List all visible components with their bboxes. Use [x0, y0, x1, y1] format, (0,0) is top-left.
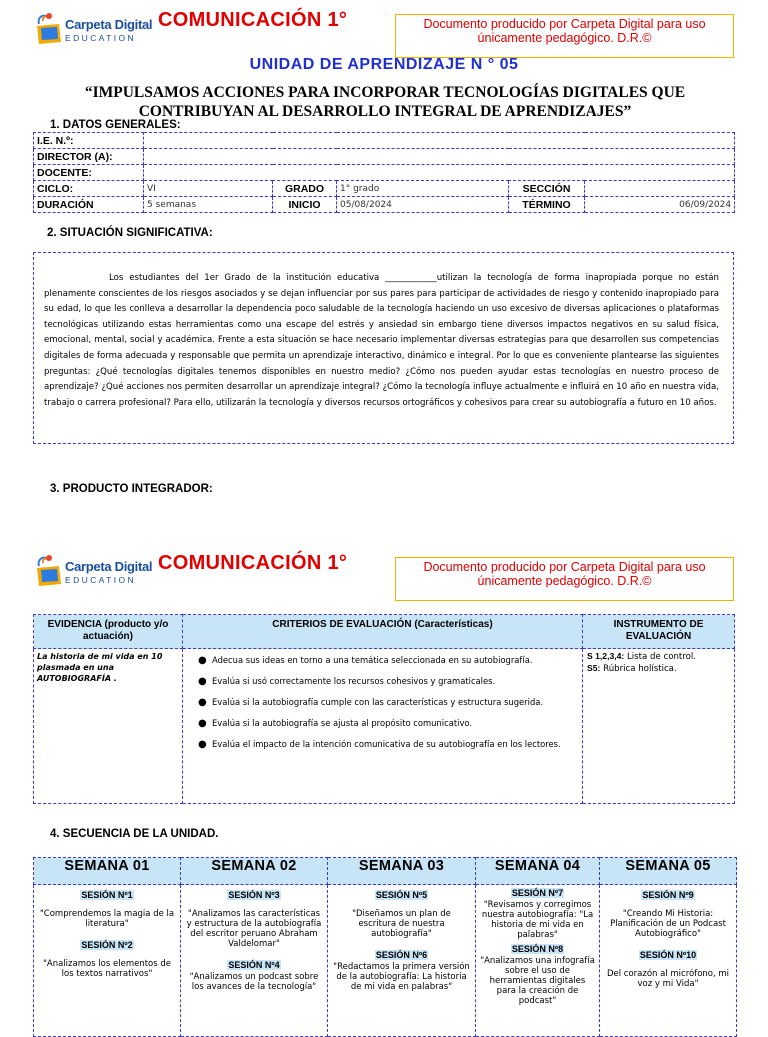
session-label: SESIÓN Nº8	[511, 944, 564, 954]
session-title: "Diseñamos un plan de escritura de nuestra autobiografía"	[352, 909, 451, 939]
session-title: "Creando Mi Historia: Planificación de un Podcast Autobiográfico"	[610, 909, 726, 939]
seccion-label: SECCIÓN	[509, 181, 585, 197]
instrumento-header: INSTRUMENTO DE EVALUACIÓN	[583, 615, 735, 649]
criterios-header: CRITERIOS DE EVALUACIÓN (Características)	[183, 615, 583, 649]
datos-generales-table	[33, 132, 735, 213]
row-docente	[34, 165, 735, 181]
week-4-sessions	[476, 885, 600, 1037]
section-secuencia-title: 4. SECUENCIA DE LA UNIDAD.	[50, 828, 219, 840]
evaluacion-table	[33, 614, 735, 804]
instrumento-line-1: S 1,2,3,4: Lista de control.	[587, 651, 697, 662]
instrumento-cell	[583, 649, 735, 804]
inicio-value: 05/08/2024	[337, 197, 509, 213]
duracion-value: 5 semanas	[144, 197, 273, 213]
section-datos-generales-title: 1. DATOS GENERALES:	[50, 119, 181, 131]
session-title: "Analizamos los elementos de los textos narrativos"	[42, 959, 172, 979]
session-label: SESIÓN Nº3	[228, 890, 280, 900]
session-title: "Comprendemos la magia de la literatura"	[39, 909, 175, 929]
copyright-notice: Documento producido por Carpeta Digital para uso únicamente pedagógico. D.R.©	[395, 557, 734, 601]
criterios-cell	[183, 649, 583, 804]
session-label: SESIÓN Nº7	[511, 888, 564, 898]
week-5-sessions	[600, 885, 737, 1037]
inicio-label: INICIO	[273, 197, 337, 213]
director-label: DIRECTOR (A):	[34, 149, 144, 165]
ciclo-value: VI	[144, 181, 273, 197]
criterio-item: ● Evalúa si usó correctamente los recursos cohesivos y gramaticales.	[202, 673, 575, 690]
row-director	[34, 149, 735, 165]
week-header: SEMANA 04	[476, 858, 600, 885]
weeks-header-row	[34, 858, 737, 885]
logo-mark-icon	[33, 550, 65, 590]
session-title: Del corazón al micrófono, mi voz y mi Vida"	[606, 969, 730, 989]
docente-value[interactable]	[144, 165, 735, 181]
situacion-text: Los estudiantes del 1er Grado de la institución educativa ____________utilizan la tecnología de forma inapropiada porque no están plenamente conscientes de los riesgos asociados y se dejan influenciar por sus pares para participar de actividades de riesgo y contenido inapropiado para su edad, lo que les conlleva a desarrollar la dependencia poco saludable de la tecnología haciendo un uso excesivo de diversas aplicaciones o plataformas tecnológicas utilizando estas herramientas como una escape del estrés y ansiedad sin embargo tiene diversos impactos negativos en su salud física, emocional, mental, social y académica. Frente a esta situación se hace necesario implementar diversas estrategias para que desarrollen sus competencias digitales de forma adecuada y responsable que permita un aprendizaje interactivo, dinámico e integral. Por lo que es conveniente plantearse las siguientes preguntas: ¿Qué tecnologías digitales tenemos disponibles en nuestro medio? ¿Cómo nos pueden ayudar estas tecnologías en nuestro proceso de aprendizaje? ¿Qué acciones nos permiten desarrollar un aprendizaje integral? ¿Cómo la tecnología influye actualmente e influirá en 10 año en nuestra vida, trabajo o carrera profesional? Para ello, utilizarán la tecnología y diversos recursos ortográficos y cohesivos para crear su autobiografía a futuro en 10 años.	[33, 252, 734, 444]
session-label: SESIÓN Nº1	[81, 890, 133, 900]
logo-subtitle: EDUCATION	[65, 33, 137, 43]
docente-label: DOCENTE:	[34, 165, 144, 181]
logo-name: Carpeta Digital	[65, 17, 153, 32]
evaluacion-header-row	[34, 615, 735, 649]
copyright-notice: Documento producido por Carpeta Digital para uso únicamente pedagógico. D.R.©	[395, 14, 734, 58]
criterios-list	[184, 650, 581, 753]
session-label: SESIÓN Nº2	[81, 940, 133, 950]
logo	[33, 8, 153, 48]
duracion-label: DURACIÓN	[34, 197, 144, 213]
secuencia-table	[33, 857, 737, 1037]
session-title: "Revisamos y corregimos nuestra autobiografía: "La historia de mi vida en palabras"	[481, 900, 594, 940]
section-situacion-title: 2. SITUACIÓN SIGNIFICATIVA:	[47, 227, 213, 239]
session-title: "Analizamos un podcast sobre los avances de la tecnología"	[189, 972, 319, 992]
session-label: SESIÓN Nº9	[642, 890, 694, 900]
ie-label: I.E. N.º:	[34, 133, 144, 149]
criterio-item: ● Evalúa si la autobiografía cumple con las características y estructura sugerida.	[202, 694, 575, 711]
session-label: SESIÓN Nº6	[375, 950, 428, 960]
logo	[33, 550, 153, 590]
criterio-item: ● Evalúa el impacto de la intención comunicativa de su autobiografía en los lectores.	[202, 736, 575, 753]
termino-label: TÉRMINO	[509, 197, 585, 213]
week-header: SEMANA 03	[328, 858, 476, 885]
week-2-sessions	[181, 885, 328, 1037]
session-title: "Redactamos la primera versión de la autobiografía: La historia de mi vida en palabras"	[333, 962, 470, 992]
grado-label: GRADO	[273, 181, 337, 197]
evidencia-cell: La historia de mi vida en 10 plasmada en una AUTOBIOGRAFÍA .	[34, 649, 183, 804]
seccion-value[interactable]	[585, 181, 735, 197]
session-label: SESIÓN Nº10	[639, 950, 697, 960]
course-title: COMUNICACIÓN 1°	[158, 552, 348, 574]
session-label: SESIÓN Nº5	[375, 890, 428, 900]
termino-value: 06/09/2024	[585, 197, 735, 213]
grado-value: 1° grado	[337, 181, 509, 197]
week-1-sessions	[34, 885, 181, 1037]
row-ciclo	[34, 181, 735, 197]
evidencia-header: EVIDENCIA (producto y/o actuación)	[34, 615, 183, 649]
week-3-sessions	[328, 885, 476, 1037]
ie-value[interactable]	[144, 133, 735, 149]
week-header: SEMANA 05	[600, 858, 737, 885]
logo-mark-icon	[33, 8, 65, 48]
unit-title: UNIDAD DE APRENDIZAJE N ° 05	[249, 56, 519, 73]
week-header: SEMANA 01	[34, 858, 181, 885]
row-ie	[34, 133, 735, 149]
week-header: SEMANA 02	[181, 858, 328, 885]
ciclo-label: CICLO:	[34, 181, 144, 197]
course-title: COMUNICACIÓN 1°	[158, 9, 348, 31]
unit-subtitle: “IMPULSAMOS ACCIONES PARA INCORPORAR TECNOLOGÍAS DIGITALES QUE CONTRIBUYAN AL DESARROLLO INTEGRAL DE APRENDIZAJES”	[84, 84, 686, 120]
logo-subtitle: EDUCATION	[65, 575, 137, 585]
section-producto-title: 3. PRODUCTO INTEGRADOR:	[50, 483, 213, 495]
criterio-item: ● Adecua sus ideas en torno a una temática seleccionada en su autobiografía.	[202, 652, 575, 669]
session-label: SESIÓN Nº4	[228, 960, 280, 970]
instrumento-line-2: S5: Rúbrica holística.	[587, 663, 677, 674]
session-title: "Analizamos una infografía sobre el uso de herramientas digitales para la creación de podcast"	[480, 956, 595, 1006]
criterio-item: ● Evalúa si la autobiografía se ajusta al propósito comunicativo.	[202, 715, 575, 732]
logo-name: Carpeta Digital	[65, 559, 153, 574]
sessions-row	[34, 885, 737, 1037]
row-duracion	[34, 197, 735, 213]
director-value[interactable]	[144, 149, 735, 165]
evaluacion-row	[34, 649, 735, 804]
session-title: "Analizamos las características y estructura de la autobiografía del escritor peruano Abraham Valdelomar"	[186, 909, 322, 949]
